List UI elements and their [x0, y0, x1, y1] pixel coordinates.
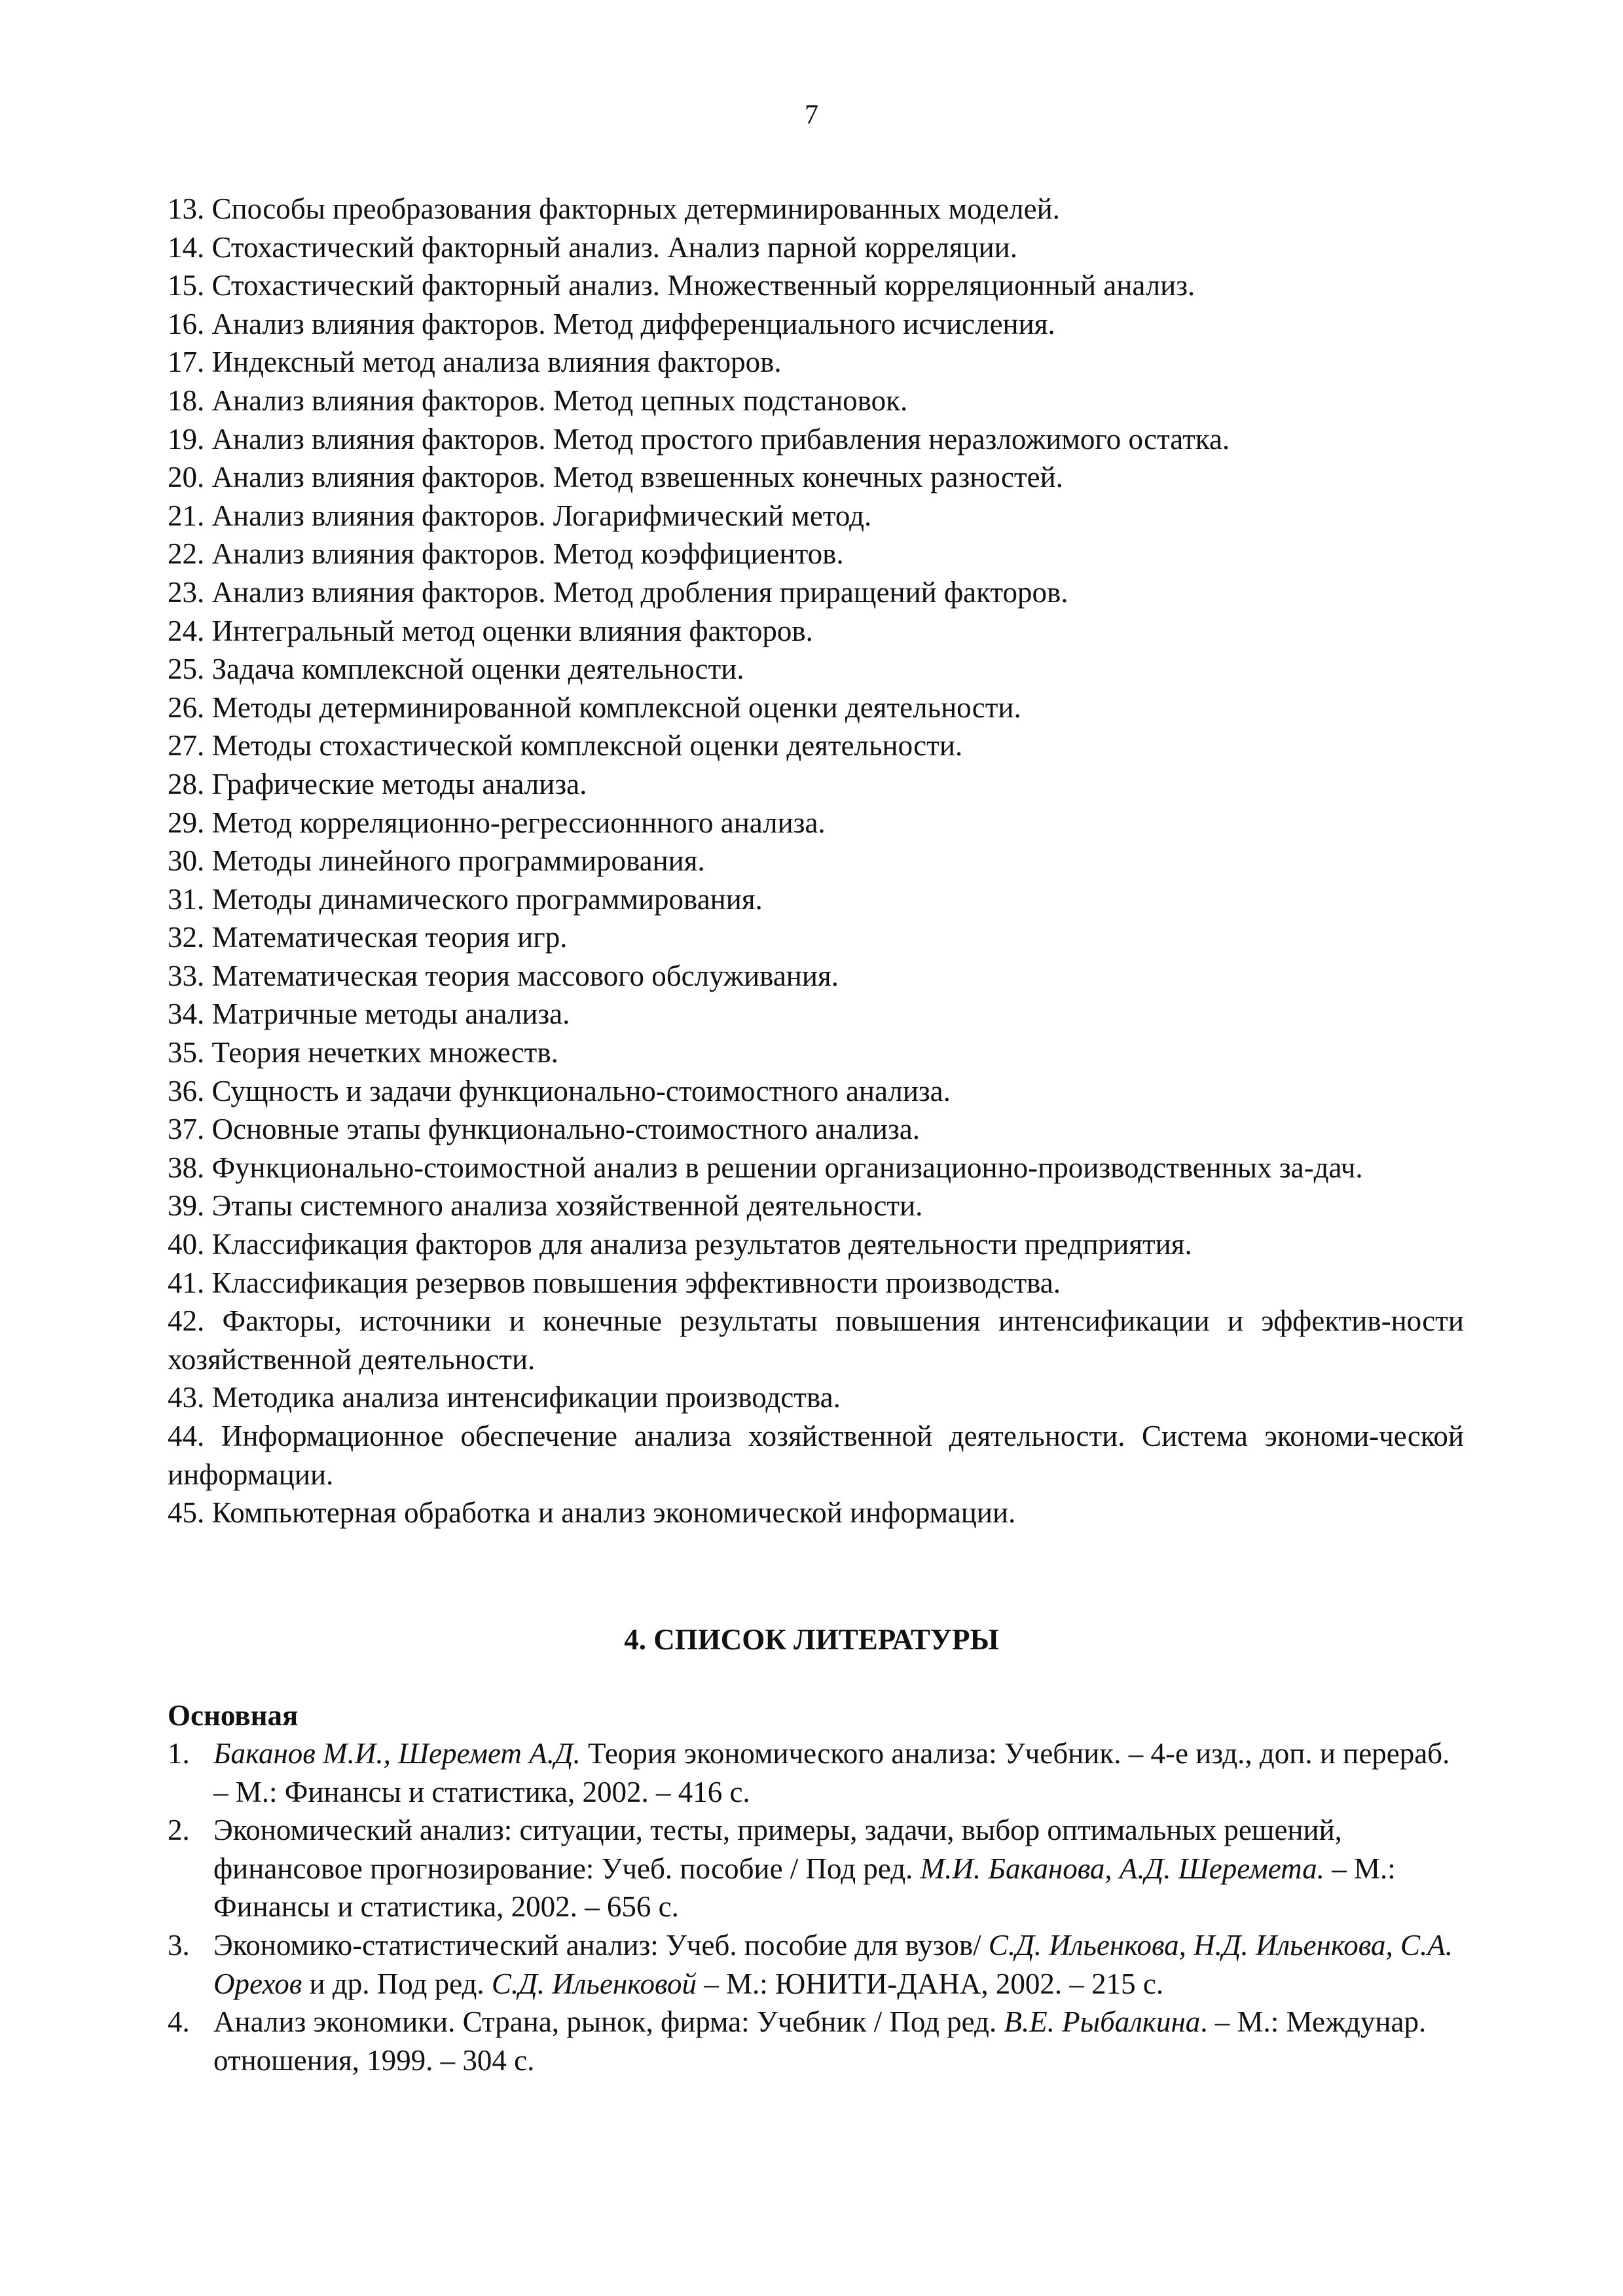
reference-text: Теория экономического анализа: Учебник. – 4-е изд., доп. и перераб. – М.: Финансы и статистика, 2002. – 416 с. — [213, 1737, 1450, 1808]
list-item: 39. Этапы системного анализа хозяйственной деятельности. — [168, 1189, 923, 1223]
section-title: 4. СПИСОК ЛИТЕРАТУРЫ — [624, 1623, 999, 1656]
list-item: 32. Математическая теория игр. — [168, 921, 568, 954]
list-item: 36. Сущность и задачи функционально-стоимостного анализа. — [168, 1074, 951, 1107]
list-item: 28. Графические методы анализа. — [168, 767, 587, 800]
references-list — [168, 1734, 1464, 2079]
list-item: 19. Анализ влияния факторов. Метод простого прибавления неразложимого остатка. — [168, 422, 1230, 456]
list-item: 31. Методы динамического программирования. — [168, 882, 763, 916]
reference-number: 2. — [168, 1814, 190, 1847]
list-item: 23. Анализ влияния факторов. Метод дробления приращений факторов. — [168, 575, 1068, 609]
reference-text: – М.: Финансы и статистика, 2002. – 656 с. — [213, 1852, 1396, 1924]
list-item: 13. Способы преобразования факторных детерминированных моделей. — [168, 192, 1060, 225]
list-item: 15. Стохастический факторный анализ. Множественный корреляционный анализ. — [168, 269, 1195, 302]
list-item: 40. Классификация факторов для анализа результатов деятельности предприятия. — [168, 1228, 1192, 1261]
list-item: 41. Классификация резервов повышения эффективности производства. — [168, 1266, 1061, 1299]
reference-editor: В.Е. Рыбалкина — [1004, 2005, 1201, 2039]
list-item: 43. Методика анализа интенсификации производства. — [168, 1381, 841, 1414]
reference-text: Экономический анализ: ситуации, тесты, примеры, задачи, выбор оптимальных решений, финансовое прогнозирование: Учеб. пособие / Под ред. — [213, 1814, 1342, 1885]
reference-text: и др. Под ред. — [302, 1967, 492, 2000]
reference-number: 4. — [168, 2005, 190, 2039]
list-item: 30. Методы линейного программирования. — [168, 844, 705, 878]
reference-number: 3. — [168, 1928, 190, 1962]
reference-item — [168, 2003, 1464, 2079]
list-item: 25. Задача комплексной оценки деятельности. — [168, 653, 744, 686]
list-item: 14. Стохастический факторный анализ. Анализ парной корреляции. — [168, 230, 1017, 264]
list-item: 24. Интегральный метод оценки влияния факторов. — [168, 614, 813, 647]
list-item: 45. Компьютерная обработка и анализ экономической информации. — [168, 1496, 1016, 1530]
list-item: 44. Информационное обеспечение анализа хозяйственной деятельности. Система экономи-ческой информации. — [168, 1420, 1464, 1491]
reference-text: . – М.: Междунар. отношения, 1999. – 304 с. — [213, 2005, 1427, 2077]
reference-text: Анализ экономики. Страна, рынок, фирма: Учебник / Под ред. — [213, 2005, 1004, 2039]
list-item: 20. Анализ влияния факторов. Метод взвешенных конечных разностей. — [168, 461, 1063, 494]
list-item: 35. Теория нечетких множеств. — [168, 1036, 558, 1069]
list-item: 18. Анализ влияния факторов. Метод цепных подстановок. — [168, 384, 908, 417]
list-item: 26. Методы детерминированной комплексной оценки деятельности. — [168, 691, 1021, 724]
reference-text: Экономико-статистический анализ: Учеб. пособие для вузов/ — [213, 1928, 989, 1962]
reference-text: – М.: ЮНИТИ-ДАНА, 2002. – 215 с. — [696, 1967, 1164, 2000]
exam-questions-list — [168, 190, 1464, 1532]
page-number: 7 — [805, 100, 818, 130]
reference-number: 1. — [168, 1737, 190, 1770]
list-item: 16. Анализ влияния факторов. Метод дифференциального исчисления. — [168, 307, 1055, 340]
list-item: 33. Математическая теория массового обслуживания. — [168, 959, 839, 992]
list-item: 34. Матричные методы анализа. — [168, 997, 570, 1031]
reference-item — [168, 1734, 1464, 1811]
list-item: 38. Функционально-стоимостной анализ в решении организационно-производственных за-дач. — [168, 1151, 1363, 1184]
list-item: 27. Методы стохастической комплексной оценки деятельности. — [168, 729, 963, 762]
list-item: 29. Метод корреляционно-регрессионнного анализа. — [168, 806, 826, 839]
reference-authors: С.Д. Ильенкова, Н.Д. Ильенкова, С.А. Орехов — [213, 1928, 1453, 2000]
reference-item — [168, 1926, 1464, 2003]
list-item: 21. Анализ влияния факторов. Логарифмический метод. — [168, 499, 872, 532]
reference-item — [168, 1811, 1464, 1926]
reference-editors: М.И. Баканова, А.Д. Шеремета. — [920, 1852, 1324, 1885]
list-item: 17. Индексный метод анализа влияния факторов. — [168, 346, 782, 379]
subsection-heading: Основная — [168, 1699, 299, 1732]
list-item: 22. Анализ влияния факторов. Метод коэффициентов. — [168, 537, 844, 571]
reference-authors: Баканов М.И., Шеремет А.Д. — [213, 1737, 581, 1770]
list-item: 42. Факторы, источники и конечные результаты повышения интенсификации и эффектив-ности хозяйственной деятельности. — [168, 1304, 1464, 1376]
reference-editor: С.Д. Ильенковой — [491, 1967, 697, 2000]
list-item: 37. Основные этапы функционально-стоимостного анализа. — [168, 1113, 920, 1146]
